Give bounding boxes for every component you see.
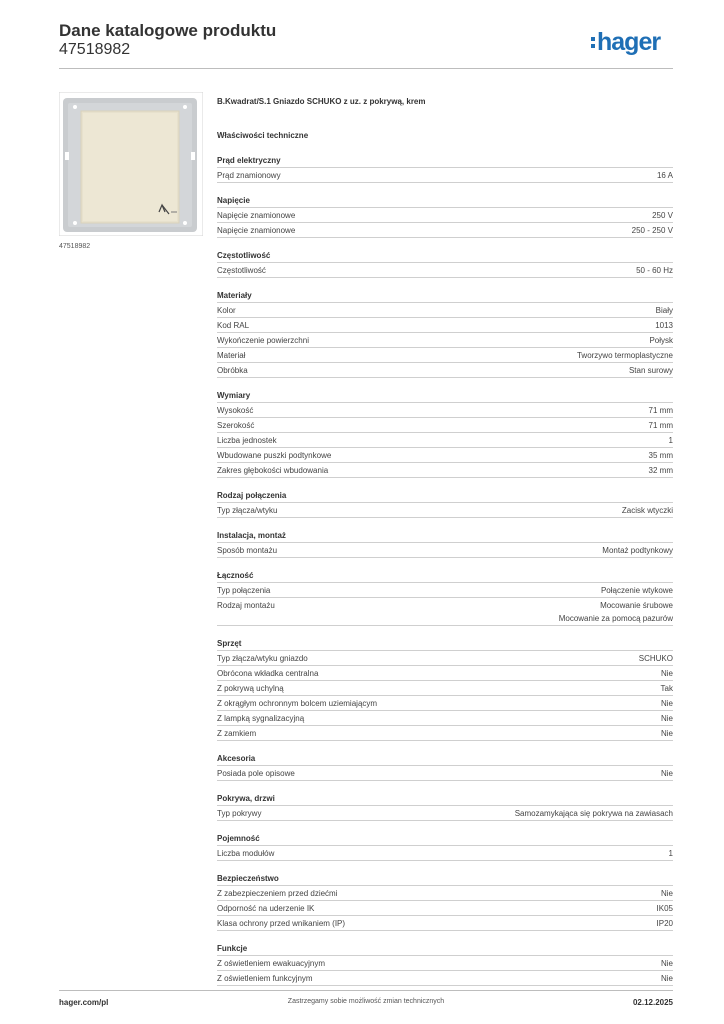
property-label: Częstotliwość xyxy=(217,266,266,275)
property-row xyxy=(217,503,673,518)
property-group-title: Prąd elektryczny xyxy=(217,154,673,168)
property-value xyxy=(577,349,673,362)
property-label: Wysokość xyxy=(217,406,254,415)
property-group xyxy=(217,249,673,278)
property-group-title: Rodzaj połączenia xyxy=(217,489,673,503)
property-label: Sposób montażu xyxy=(217,546,278,555)
property-value-line: Tworzywo termoplastyczne xyxy=(576,351,673,360)
property-label: Z pokrywą uchylną xyxy=(217,684,284,693)
property-value-line: Zacisk wtyczki xyxy=(621,506,673,515)
logo-text: hager xyxy=(597,28,661,56)
property-value-line: Mocowanie śrubowe xyxy=(600,601,673,610)
property-value xyxy=(515,807,673,820)
header-divider xyxy=(59,68,673,69)
property-group xyxy=(217,569,673,626)
property-value-line: Stan surowy xyxy=(628,366,673,375)
property-value-line: 50 - 60 Hz xyxy=(636,266,673,275)
document-title: Dane katalogowe produktu xyxy=(59,21,277,40)
property-group xyxy=(217,154,673,183)
properties-table xyxy=(217,154,673,997)
property-value-line: Nie xyxy=(660,959,673,968)
property-value xyxy=(649,464,673,477)
property-value xyxy=(661,682,673,695)
property-row xyxy=(217,598,673,626)
property-label: Prąd znamionowy xyxy=(217,171,281,180)
hager-logo-mark xyxy=(591,28,673,58)
property-value-line: Połączenie wtykowe xyxy=(600,586,673,595)
property-label: Posiada pole opisowe xyxy=(217,769,295,778)
property-value-line: Tak xyxy=(660,684,673,693)
product-name: B.Kwadrat/S.1 Gniazdo SCHUKO z uz. z pokrywą, krem xyxy=(217,97,426,106)
property-value xyxy=(601,584,673,597)
property-value-line: IK05 xyxy=(656,904,673,913)
property-label: Szerokość xyxy=(217,421,255,430)
property-value xyxy=(649,419,673,432)
property-label: Z zamkiem xyxy=(217,729,257,738)
property-label: Obrócona wkładka centralna xyxy=(217,669,319,678)
property-value-line: Biały xyxy=(655,306,673,315)
property-group-title: Bezpieczeństwo xyxy=(217,872,673,886)
property-value xyxy=(639,652,673,665)
property-value-line: Połysk xyxy=(649,336,673,345)
property-value xyxy=(649,449,673,462)
property-label: Liczba jednostek xyxy=(217,436,277,445)
property-group-title: Akcesoria xyxy=(217,752,673,766)
property-row xyxy=(217,766,673,781)
property-row xyxy=(217,223,673,238)
property-value-line: 250 V xyxy=(652,211,673,220)
property-label: Napięcie znamionowe xyxy=(217,226,296,235)
property-group-title: Pokrywa, drzwi xyxy=(217,792,673,806)
property-row xyxy=(217,348,673,363)
property-value xyxy=(661,727,673,740)
property-value-line: Mocowanie za pomocą pazurów xyxy=(558,614,673,623)
property-label: Obróbka xyxy=(217,366,248,375)
property-row xyxy=(217,433,673,448)
property-row xyxy=(217,726,673,741)
product-image xyxy=(59,92,203,236)
property-row xyxy=(217,168,673,183)
property-row xyxy=(217,651,673,666)
property-label: Z okrągłym ochronnym bolcem uziemiającym xyxy=(217,699,378,708)
property-label: Zakres głębokości wbudowania xyxy=(217,466,329,475)
property-value xyxy=(559,599,673,625)
property-value xyxy=(629,364,673,377)
property-row xyxy=(217,886,673,901)
product-image-caption: 47518982 xyxy=(59,243,91,250)
property-label: Typ połączenia xyxy=(217,586,271,595)
property-row xyxy=(217,303,673,318)
property-label: Materiał xyxy=(217,351,246,360)
property-row xyxy=(217,418,673,433)
property-label: Wykończenie powierzchni xyxy=(217,336,309,345)
property-label: Odporność na uderzenie IK xyxy=(217,904,315,913)
property-label: Kolor xyxy=(217,306,236,315)
property-label: Typ złącza/wtyku gniazdo xyxy=(217,654,308,663)
property-value-line: Nie xyxy=(660,729,673,738)
property-value xyxy=(636,264,673,277)
property-group-title: Pojemność xyxy=(217,832,673,846)
property-group xyxy=(217,389,673,478)
property-label: Z oświetleniem funkcyjnym xyxy=(217,974,313,983)
property-group xyxy=(217,792,673,821)
property-value xyxy=(649,334,673,347)
property-row xyxy=(217,263,673,278)
property-label: Typ pokrywy xyxy=(217,809,262,818)
property-value xyxy=(661,667,673,680)
property-label: Wbudowane puszki podtynkowe xyxy=(217,451,332,460)
property-value xyxy=(657,902,673,915)
property-value-line: 71 mm xyxy=(648,406,673,415)
property-value-line: 1 xyxy=(668,436,673,445)
property-group-title: Łączność xyxy=(217,569,673,583)
property-group-title: Częstotliwość xyxy=(217,249,673,263)
property-row xyxy=(217,901,673,916)
property-group-title: Sprzęt xyxy=(217,637,673,651)
property-label: Liczba modułów xyxy=(217,849,275,858)
property-value-line: Nie xyxy=(660,699,673,708)
property-row xyxy=(217,363,673,378)
property-value-line: Nie xyxy=(660,769,673,778)
property-row xyxy=(217,583,673,598)
property-group xyxy=(217,194,673,238)
property-group xyxy=(217,529,673,558)
property-row xyxy=(217,956,673,971)
document-number: 47518982 xyxy=(59,41,131,58)
property-label: Klasa ochrony przed wnikaniem (IP) xyxy=(217,919,346,928)
property-value-line: 71 mm xyxy=(648,421,673,430)
property-group xyxy=(217,489,673,518)
property-label: Kod RAL xyxy=(217,321,250,330)
document-footer xyxy=(59,998,673,1010)
property-value xyxy=(661,972,673,985)
property-value-line: SCHUKO xyxy=(638,654,673,663)
property-row xyxy=(217,448,673,463)
document-header xyxy=(59,20,673,68)
property-value-line: Samozamykająca się pokrywa na zawiasach xyxy=(514,809,673,818)
property-group xyxy=(217,637,673,741)
property-group xyxy=(217,289,673,378)
property-value-line: 1013 xyxy=(655,321,673,330)
property-value xyxy=(661,957,673,970)
property-value xyxy=(669,434,673,447)
property-group-title: Instalacja, montaż xyxy=(217,529,673,543)
property-value-line: Nie xyxy=(660,714,673,723)
footer-disclaimer: Zastrzegamy sobie możliwość zmian technicznych xyxy=(287,998,445,1005)
property-row xyxy=(217,806,673,821)
property-value xyxy=(657,169,673,182)
property-value xyxy=(655,319,673,332)
property-value-line: 250 - 250 V xyxy=(631,226,673,235)
property-row xyxy=(217,666,673,681)
property-value-line: Nie xyxy=(660,669,673,678)
property-value xyxy=(669,847,673,860)
property-value-line: 1 xyxy=(668,849,673,858)
property-value xyxy=(649,404,673,417)
footer-date: 02.12.2025 xyxy=(632,998,673,1007)
footer-website: hager.com/pl xyxy=(59,998,109,1007)
property-value xyxy=(661,887,673,900)
property-value xyxy=(661,697,673,710)
property-value-line: Montaż podtynkowy xyxy=(602,546,673,555)
property-label: Z zabezpieczeniem przed dziećmi xyxy=(217,889,338,898)
property-group xyxy=(217,872,673,931)
property-label: Napięcie znamionowe xyxy=(217,211,296,220)
property-value xyxy=(632,224,673,237)
property-group xyxy=(217,832,673,861)
property-group-title: Funkcje xyxy=(217,942,673,956)
property-row xyxy=(217,971,673,986)
property-value-line: IP20 xyxy=(656,919,673,928)
property-row xyxy=(217,543,673,558)
property-label: Rodzaj montażu xyxy=(217,601,275,610)
property-value xyxy=(622,504,673,517)
property-value xyxy=(602,544,673,557)
property-value-line: Nie xyxy=(660,974,673,983)
property-label: Z oświetleniem ewakuacyjnym xyxy=(217,959,326,968)
property-value xyxy=(661,712,673,725)
property-row xyxy=(217,208,673,223)
property-row xyxy=(217,846,673,861)
property-row xyxy=(217,916,673,931)
property-row xyxy=(217,696,673,711)
property-group-title: Wymiary xyxy=(217,389,673,403)
property-row xyxy=(217,463,673,478)
property-group-title: Napięcie xyxy=(217,194,673,208)
property-group-title: Materiały xyxy=(217,289,673,303)
property-value xyxy=(657,917,673,930)
property-value-line: 35 mm xyxy=(648,451,673,460)
hager-logo xyxy=(591,28,673,58)
property-value-line: Nie xyxy=(660,889,673,898)
footer-divider xyxy=(59,990,673,991)
property-row xyxy=(217,681,673,696)
property-value-line: 32 mm xyxy=(648,466,673,475)
property-value xyxy=(656,304,673,317)
property-value xyxy=(652,209,673,222)
property-label: Typ złącza/wtyku xyxy=(217,506,278,515)
property-value-line: 16 A xyxy=(656,171,673,180)
property-row xyxy=(217,403,673,418)
property-row xyxy=(217,333,673,348)
property-group xyxy=(217,752,673,781)
property-row xyxy=(217,711,673,726)
property-group xyxy=(217,942,673,986)
technical-properties-heading: Właściwości techniczne xyxy=(217,131,309,140)
property-value xyxy=(661,767,673,780)
property-row xyxy=(217,318,673,333)
property-label: Z lampką sygnalizacyjną xyxy=(217,714,305,723)
